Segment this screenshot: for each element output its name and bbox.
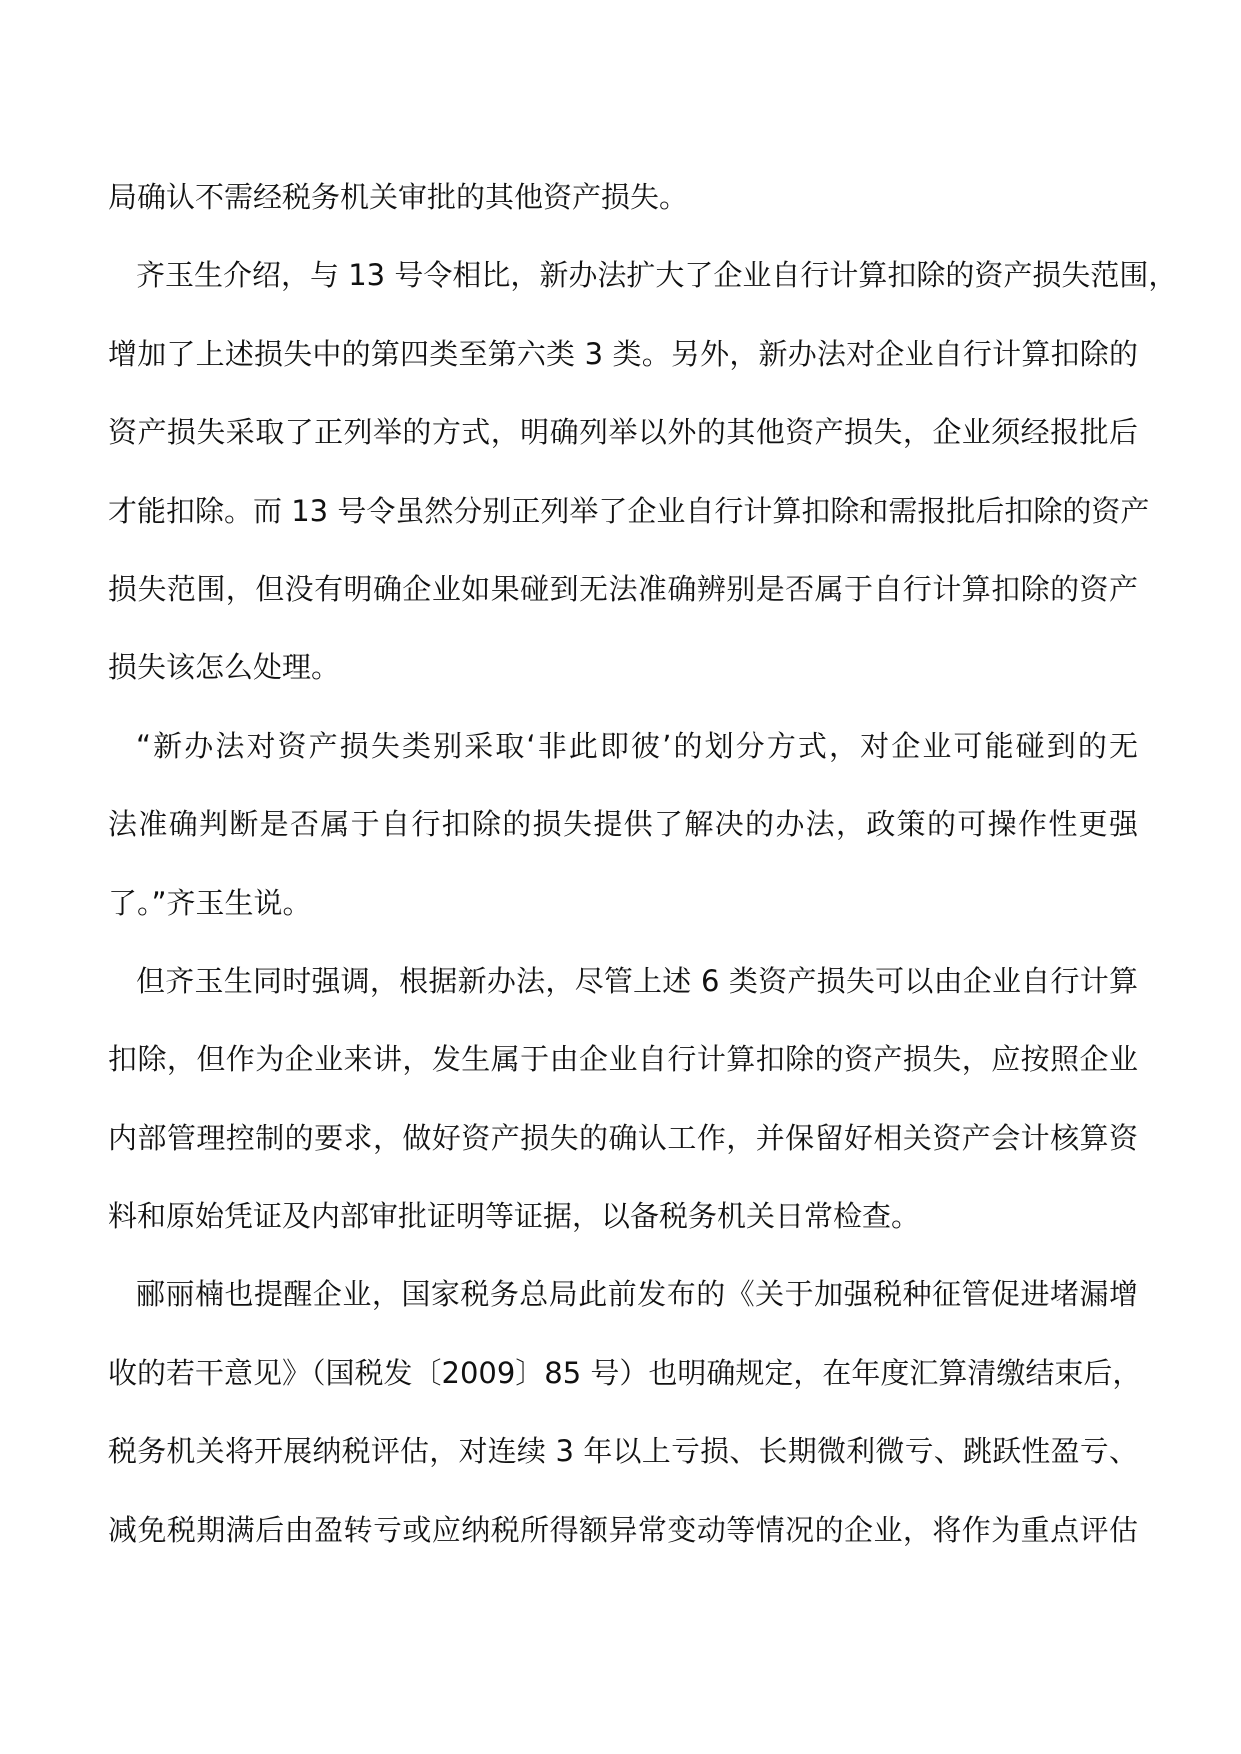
paragraph-line: 但齐玉生同时强调，根据新办法，尽管上述 6 类资产损失可以由企业自行计算: [136, 963, 1138, 998]
paragraph-line: 郦丽楠也提醒企业，国家税务总局此前发布的《关于加强税种征管促进堵漏增: [136, 1277, 1138, 1312]
paragraph-line: 局确认不需经税务机关审批的其他资产损失。: [108, 180, 689, 214]
paragraph-line: 齐玉生介绍，与 13 号令相比，新办法扩大了企业自行计算扣除的资产损失范围，: [136, 258, 1178, 293]
paragraph-line: 了。”齐玉生说。: [108, 885, 312, 920]
paragraph-line: 料和原始凭证及内部审批证明等证据，以备税务机关日常检查。: [108, 1199, 921, 1234]
paragraph-line: “新办法对资产损失类别采取‘非此即彼’的划分方式，对企业可能碰到的无: [136, 728, 1138, 763]
paragraph-line: 减免税期满后由盈转亏或应纳税所得额异常变动等情况的企业，将作为重点评估: [108, 1512, 1138, 1547]
paragraph-line: 法准确判断是否属于自行扣除的损失提供了解决的办法，政策的可操作性更强: [108, 807, 1138, 842]
paragraph-line: 增加了上述损失中的第四类至第六类 3 类。另外，新办法对企业自行计算扣除的: [108, 336, 1138, 371]
paragraph-line: 损失该怎么处理。: [108, 650, 341, 685]
paragraph-line: 扣除，但作为企业来讲，发生属于由企业自行计算扣除的资产损失，应按照企业: [108, 1042, 1138, 1077]
paragraph-line: 收的若干意见》（国税发〔2009〕85 号）也明确规定，在年度汇算清缴结束后，: [108, 1355, 1142, 1390]
paragraph-line: 税务机关将开展纳税评估，对连续 3 年以上亏损、长期微利微亏、跳跃性盈亏、: [108, 1434, 1138, 1469]
paragraph-line: 才能扣除。而 13 号令虽然分别正列举了企业自行计算扣除和需报批后扣除的资产: [108, 493, 1150, 528]
paragraph-line: 内部管理控制的要求，做好资产损失的确认工作，并保留好相关资产会计核算资: [108, 1120, 1138, 1155]
article-body: [108, 158, 1178, 1569]
paragraph-line: 资产损失采取了正列举的方式，明确列举以外的其他资产损失，企业须经报批后: [108, 415, 1138, 450]
paragraph-line: 损失范围，但没有明确企业如果碰到无法准确辨别是否属于自行计算扣除的资产: [108, 571, 1138, 606]
